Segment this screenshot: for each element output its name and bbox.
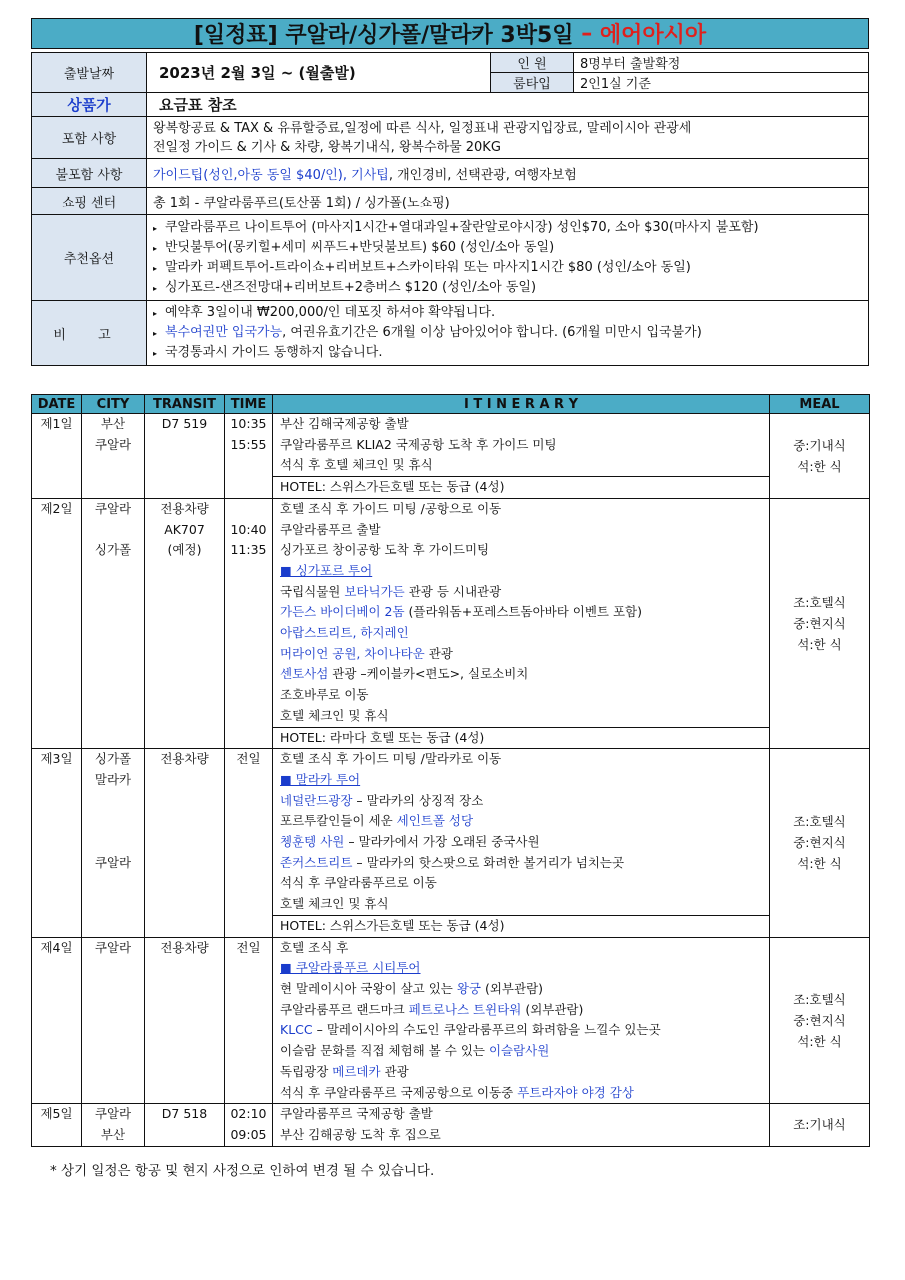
hotel-line: HOTEL: 스위스가든호텔 또는 동급 (4성)	[273, 476, 769, 498]
itinerary-text: 현 말레이시아 국왕이 살고 있는	[280, 980, 457, 996]
exclude-value	[147, 159, 869, 188]
include-line: 전일정 가이드 & 기사 & 차량, 왕복기내식, 왕복수하물 20KG	[153, 139, 501, 155]
day-time-line	[225, 499, 272, 520]
meal-item: 석:한 식	[797, 856, 842, 872]
meal-item: 조:호텔식	[793, 595, 846, 611]
day-city	[82, 414, 145, 499]
day-time-line: 09:05	[230, 1126, 267, 1142]
itinerary-text: 조호바루로 이동	[280, 687, 369, 703]
remark-text: , 여권유효기간은 6개월 이상 남아있어야 합니다. (6개월 미만시 입국불가)	[282, 325, 702, 340]
itinerary-line	[273, 938, 769, 959]
include-value	[147, 117, 869, 159]
meal-item: 석:한 식	[797, 1033, 842, 1049]
people-value: 8명부터 출발확정	[574, 53, 869, 73]
itinerary-text: – 말레이시아의 수도인 쿠알라룸푸르의 화려함을 느낄수 있는곳	[312, 1022, 661, 1038]
itinerary-line	[273, 979, 769, 1000]
day-itinerary	[273, 414, 770, 499]
remark-item	[153, 323, 862, 343]
remark-text: 예약후 3일이내 ₩200,000/인 데포짓 하셔야 확약됩니다.	[165, 305, 496, 320]
bullet-icon: ▸	[153, 263, 158, 273]
itinerary-highlight: ■ 쿠알라룸푸르 시티투어	[280, 960, 421, 976]
room-label: 룸타입	[491, 73, 574, 93]
day-transit	[145, 498, 225, 748]
day-time	[225, 749, 273, 937]
itinerary-text: (외부관람)	[521, 1001, 584, 1017]
itinerary-text: 부산 김해국제공항 출발	[280, 416, 409, 431]
itinerary-text: 호텔 조식 후 가이드 미팅 /말라카로 이동	[280, 751, 502, 767]
itinerary-text: 국립식물원	[280, 583, 345, 599]
day-city-line	[82, 832, 144, 853]
itinerary-highlight: 아랍스트리트, 하지레인	[280, 625, 409, 641]
header-transit: TRANSIT	[145, 395, 225, 414]
itinerary-text: 이슬람 문화를 직접 체험해 볼 수 있는	[280, 1043, 489, 1059]
itinerary-highlight: 쳉훈텡 사원	[280, 834, 345, 850]
itinerary-line	[273, 1020, 769, 1041]
itinerary-line	[273, 685, 769, 706]
day-time	[225, 498, 273, 748]
info-table	[31, 52, 869, 366]
day-transit	[145, 937, 225, 1104]
itinerary-line	[273, 414, 769, 435]
day-row	[32, 498, 870, 748]
itinerary-highlight: 이슬람사원	[488, 1043, 550, 1059]
page-title	[31, 18, 869, 49]
day-time-line: 전일	[236, 751, 261, 767]
itinerary-text: 관광 등 시내관광	[404, 583, 502, 599]
footer-note: * 상기 일정은 항공 및 현지 사정으로 인하여 변경 될 수 있습니다.	[50, 1163, 435, 1179]
day-row	[32, 1104, 870, 1146]
options-list	[147, 215, 869, 301]
day-city	[82, 937, 145, 1104]
itinerary-highlight: ■ 말라카 투어	[280, 771, 361, 787]
bullet-icon: ▸	[153, 283, 158, 293]
meal-item: 중:현지식	[793, 835, 846, 851]
departure-value: 2023년 2월 3일 ~ (월출발)	[147, 53, 491, 93]
itinerary-line	[273, 1104, 769, 1125]
day-city-line: 쿠알라	[94, 939, 132, 955]
itinerary-highlight: 페트로나스 트윈타워	[408, 1001, 522, 1017]
room-value: 2인1실 기준	[574, 73, 869, 93]
itinerary-text: 부산 김해공항 도착 후 집으로	[280, 1126, 441, 1142]
options-label: 추천옵션	[32, 215, 147, 301]
day-time	[225, 414, 273, 499]
day-city	[82, 1104, 145, 1146]
day-city-line	[82, 811, 144, 832]
itinerary-line	[273, 664, 769, 685]
itinerary-line	[273, 561, 769, 582]
day-time-line: 전일	[236, 939, 261, 955]
itinerary-line	[273, 832, 769, 853]
header-time: TIME	[225, 395, 273, 414]
day-time-line: 10:35	[230, 416, 267, 431]
itinerary-line	[273, 873, 769, 894]
day-date	[32, 937, 82, 1104]
day-city-line	[82, 791, 144, 812]
itinerary-text: – 말라카에서 가장 오래된 중국사원	[344, 834, 540, 850]
itinerary-line	[273, 706, 769, 727]
remark-item	[153, 303, 862, 323]
itinerary-line	[273, 1062, 769, 1083]
option-text: 쿠알라룸푸르 나이트투어 (마사지1시간+열대과일+잘란알로야시장) 성인$70, 소아 $30(마사지 불포함)	[165, 219, 759, 235]
day-date	[32, 498, 82, 748]
day-city-line: 싱가폴	[94, 542, 132, 558]
day-city-line: 쿠알라	[94, 854, 132, 870]
day-itinerary	[273, 498, 770, 748]
itinerary-line	[273, 540, 769, 561]
day-date-text: 제4일	[40, 939, 73, 955]
itinerary-highlight: 센토사섬	[280, 666, 329, 682]
day-date	[32, 414, 82, 499]
itinerary-text: 쿠알라룸푸르 랜드마크	[280, 1001, 409, 1017]
shopping-label: 쇼핑 센터	[32, 188, 147, 215]
itinerary-text: 독립광장	[280, 1063, 333, 1079]
itinerary-text: (플라워돔+포레스트돔아바타 이벤트 포함)	[404, 604, 643, 620]
day-meal	[770, 937, 870, 1104]
itinerary-text: 관광	[380, 1063, 409, 1079]
itinerary-highlight: 존커스트리트	[280, 854, 353, 870]
itinerary-highlight: 네덜란드광장	[280, 792, 353, 808]
itinerary-text: 호텔 체크인 및 휴식	[280, 896, 389, 912]
day-time-line: 11:35	[230, 542, 267, 558]
bullet-icon: ▸	[153, 349, 158, 358]
day-row	[32, 749, 870, 937]
remarks-list	[147, 301, 869, 366]
header-itinerary: I T I N E R A R Y	[273, 395, 770, 414]
day-city-line: 부산	[100, 1126, 126, 1142]
day-date-text: 제5일	[40, 1106, 73, 1122]
itinerary-line	[273, 1000, 769, 1021]
day-city-line: 쿠알라	[94, 500, 132, 516]
itinerary-line	[273, 749, 769, 770]
itinerary-text: 관광	[424, 645, 453, 661]
itinerary-line	[273, 1041, 769, 1062]
itinerary-highlight: 머라이언 공원, 차이나타운	[280, 645, 425, 661]
itinerary-line	[273, 1083, 769, 1104]
day-time	[225, 1104, 273, 1146]
day-row	[32, 414, 870, 499]
option-item	[153, 278, 862, 298]
option-text: 싱가포르-샌즈전망대+리버보트+2층버스 $120 (성인/소아 동일)	[165, 279, 537, 295]
itinerary-line	[273, 455, 769, 476]
itinerary-text: – 말라카의 상징적 장소	[352, 792, 484, 808]
itinerary-highlight: 가든스 바이더베이 2돔	[280, 604, 405, 620]
day-meal	[770, 414, 870, 499]
itinerary-highlight: 푸트라자야 야경 감상	[517, 1084, 634, 1100]
day-itinerary	[273, 1104, 770, 1146]
itinerary-highlight: 세인트폴 성당	[396, 813, 474, 829]
itinerary-line	[273, 499, 769, 520]
day-city-line: 말라카	[94, 771, 132, 787]
day-transit	[145, 1104, 225, 1146]
itinerary-text: 석식 후 쿠알라룸푸르로 이동	[280, 875, 437, 891]
option-item	[153, 238, 862, 258]
meal-item: 중:현지식	[793, 616, 846, 632]
day-transit	[145, 749, 225, 937]
meal-item: 석:한 식	[797, 458, 842, 474]
itinerary-table	[31, 394, 870, 1147]
itinerary-highlight: KLCC	[280, 1022, 313, 1038]
day-meal	[770, 1104, 870, 1146]
day-row	[32, 937, 870, 1104]
itinerary-text: 포르투칼인들이 세운	[280, 813, 397, 829]
itinerary-highlight: 보타닉가든	[344, 583, 405, 599]
day-date-text: 제3일	[40, 751, 73, 767]
day-date-text: 제2일	[40, 500, 73, 516]
day-city-line: 쿠알라	[94, 436, 132, 452]
meal-item: 석:한 식	[797, 637, 842, 653]
day-transit-line: 전용차량	[160, 500, 209, 516]
day-date	[32, 1104, 82, 1146]
day-city-line: 쿠알라	[94, 1106, 132, 1122]
meal-item: 조:호텔식	[793, 991, 846, 1007]
itinerary-line	[273, 894, 769, 915]
header-city: CITY	[82, 395, 145, 414]
itinerary-line	[273, 520, 769, 541]
title-airline: 에어아시아	[599, 23, 707, 48]
itinerary-line	[273, 811, 769, 832]
title-main: [일정표] 쿠알라/싱가폴/말라카 3박5일	[193, 23, 574, 48]
itinerary-line	[273, 770, 769, 791]
day-city-line: 싱가폴	[94, 751, 132, 767]
meal-item: 조:기내식	[793, 1117, 846, 1133]
include-line: 왕복항공료 & TAX & 유류할증료,일정에 따른 식사, 일정표내 관광지입장료, 말레이시아 관광세	[153, 120, 692, 136]
exclude-label: 불포함 사항	[32, 159, 147, 188]
day-city-line: 부산	[100, 416, 126, 431]
bullet-icon: ▸	[153, 329, 158, 338]
bullet-icon: ▸	[153, 243, 158, 253]
meal-item: 조:호텔식	[793, 814, 846, 830]
remark-passport: 복수여권만 입국가능	[165, 325, 283, 340]
day-transit-line: 전용차량	[160, 751, 209, 767]
include-label: 포함 사항	[32, 117, 147, 159]
itinerary-line	[273, 853, 769, 874]
itinerary-line	[273, 1125, 769, 1146]
itinerary-line	[273, 623, 769, 644]
meal-item: 중:기내식	[793, 437, 846, 453]
day-city-line	[82, 520, 144, 541]
itinerary-highlight: 왕궁	[456, 980, 481, 996]
day-time-line: 10:40	[230, 521, 267, 537]
option-text: 반딧불투어(몽키힐+세미 씨푸드+반딧불보트) $60 (성인/소아 동일)	[165, 239, 555, 255]
exclude-tips: 가이드팁(성인,아동 동일 $40/인), 기사팁	[153, 167, 389, 183]
itinerary-text: 쿠알라룸푸르 KLIA2 국제공항 도착 후 가이드 미팅	[280, 436, 557, 452]
price-label: 상품가	[32, 93, 147, 117]
itinerary-text: (외부관람)	[481, 980, 544, 996]
day-itinerary	[273, 937, 770, 1104]
itinerary-line	[273, 791, 769, 812]
remark-text: 국경통과시 가이드 동행하지 않습니다.	[165, 345, 383, 360]
day-itinerary	[273, 749, 770, 937]
day-city	[82, 749, 145, 937]
option-item	[153, 218, 862, 238]
day-city	[82, 498, 145, 748]
itinerary-text: 쿠알라룸푸르 출발	[280, 521, 381, 537]
itinerary-line	[273, 435, 769, 456]
itinerary-text: – 말라카의 핫스팟으로 화려한 볼거리가 넘치는곳	[352, 854, 625, 870]
title-dash: –	[573, 21, 600, 46]
day-transit	[145, 414, 225, 499]
day-meal	[770, 749, 870, 937]
day-time-line: 02:10	[230, 1106, 267, 1122]
day-date	[32, 749, 82, 937]
itinerary-highlight: ■ 싱가포르 투어	[280, 562, 373, 578]
day-meal	[770, 498, 870, 748]
itinerary-highlight: 메르데카	[332, 1063, 381, 1079]
itinerary-text: 석식 후 호텔 체크인 및 휴식	[280, 457, 433, 473]
day-transit-line: D7 518	[161, 1106, 208, 1122]
bullet-icon: ▸	[153, 309, 158, 318]
itinerary-line	[273, 582, 769, 603]
itinerary-line	[273, 958, 769, 979]
itinerary-text: 호텔 조식 후	[280, 939, 349, 955]
day-transit-line: AK707	[164, 521, 205, 537]
day-date-text: 제1일	[40, 416, 73, 431]
itinerary-line	[273, 644, 769, 665]
bullet-icon: ▸	[153, 223, 158, 233]
hotel-line: HOTEL: 스위스가든호텔 또는 동급 (4성)	[273, 915, 769, 937]
option-item	[153, 258, 862, 278]
price-value: 요금표 참조	[147, 93, 869, 117]
header-date: DATE	[32, 395, 82, 414]
exclude-rest: , 개인경비, 선택관광, 여행자보험	[388, 167, 577, 183]
itinerary-text: 석식 후 쿠알라룸푸르 국제공항으로 이동중	[280, 1084, 518, 1100]
option-text: 말라카 퍼펙트투어-트라이쇼+리버보트+스카이타워 또는 마사지1시간 $80 (성인/소아 동일)	[165, 259, 691, 275]
itinerary-text: 호텔 조식 후 가이드 미팅 /공항으로 이동	[280, 500, 502, 516]
shopping-value: 총 1회 - 쿠알라룸푸르(토산품 1회) / 싱가폴(노쇼핑)	[147, 188, 869, 215]
day-time-line: 15:55	[230, 436, 267, 452]
itinerary-text: 관광 –케이블카<편도>, 실로소비치	[328, 666, 529, 682]
itinerary-text: 싱가포르 창이공항 도착 후 가이드미팅	[280, 542, 490, 558]
header-meal: MEAL	[770, 395, 870, 414]
itinerary-line	[273, 602, 769, 623]
people-label: 인 원	[491, 53, 574, 73]
day-transit-line: 전용차량	[160, 939, 209, 955]
hotel-line: HOTEL: 라마다 호텔 또는 동급 (4성)	[273, 727, 769, 749]
remark-item	[153, 343, 862, 363]
departure-label: 출발날짜	[32, 53, 147, 93]
itinerary-text: 쿠알라룸푸르 국제공항 출발	[280, 1106, 433, 1122]
day-transit-line: D7 519	[161, 416, 208, 431]
itinerary-text: 호텔 체크인 및 휴식	[280, 707, 389, 723]
day-transit-line: (예정)	[167, 542, 202, 558]
day-time	[225, 937, 273, 1104]
remarks-label: 비 고	[32, 301, 147, 366]
meal-item: 중:현지식	[793, 1012, 846, 1028]
